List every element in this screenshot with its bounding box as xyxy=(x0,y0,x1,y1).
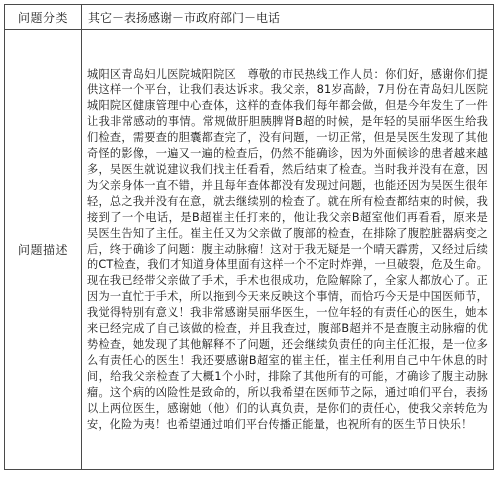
description-label: 问题描述 xyxy=(5,30,82,470)
category-label: 问题分类 xyxy=(5,5,82,30)
category-row xyxy=(5,5,494,30)
category-value: 其它－表扬感谢－市政府部门－电话 xyxy=(82,5,494,30)
complaint-record-table xyxy=(4,4,494,470)
description-row xyxy=(5,30,494,470)
description-text: 城阳区青岛妇儿医院城阳院区 尊敬的市民热线工作人员：你们好，感谢你们提供这样一个平台，让我们表达诉求。我父亲，81岁高龄，7月份在青岛妇儿医院城阳院区健康管理中心查体，这样的查体我们每年都会做，但是今年发生了一件让我非常感动的事情。常规做肝胆胰脾肾B超的时候，是年轻的吴丽华医生给我们检查，需要查的胆囊都查完了，没有问题，一切正常，但是吴医生发现了其他奇怪的影像，一遍又一遍的检查后，仍然不能确诊，因为外面候诊的患者越来越多，吴医生就说建议我们找主任看看，然后结束了检查。当时我并没有在意，因为父亲身体一直不错，并且每年查体都没有发现过问题，也能还因为吴医生很年轻，总之我并没有在意，就去继续别的检查了。就在所有检查都结束的时候，我接到了一个电话，是B超崔主任打来的，他让我父亲B超室他们再看看，原来是吴医生告知了主任。崔主任又为父亲做了腹部的检查，在排除了腹腔脏器病变之后，终于确诊了问题：腹主动脉瘤！这对于我无疑是一个晴天霹雳，又经过后续的CT检查，我们才知道身体里面有这样一个不定时炸弹，一旦破裂，危及生命。现在我已经带父亲做了手术，手术也很成功，危险解除了，全家人都放心了。正因为一直忙于手术，所以拖到今天来反映这个事情，而恰巧今天是中国医师节，我觉得特别有意义！我非常感谢吴丽华医生，一位年轻的有责任心的医生，她本来已经完成了自己该做的检查，并且我查过，腹部B超并不是查腹主动脉瘤的优势检查，她发现了其他解释不了问题，还会继续负责任的向主任汇报，是一位多么有责任心的医生！我还要感谢B超室的崔主任，崔主任利用自己中午休息的时间，给我父亲检查了大概1个小时，排除了其他所有的可能，才确诊了腹主动脉瘤。这个病的凶险性是致命的，所以我希望在医师节之际，通过咱们平台，表扬以上两位医生，感谢她（他）们的认真负责，是你们的责任心，使我父亲转危为安，化险为夷！也希望通过咱们平台传播正能量，也祝所有的医生节日快乐！ xyxy=(82,30,494,470)
